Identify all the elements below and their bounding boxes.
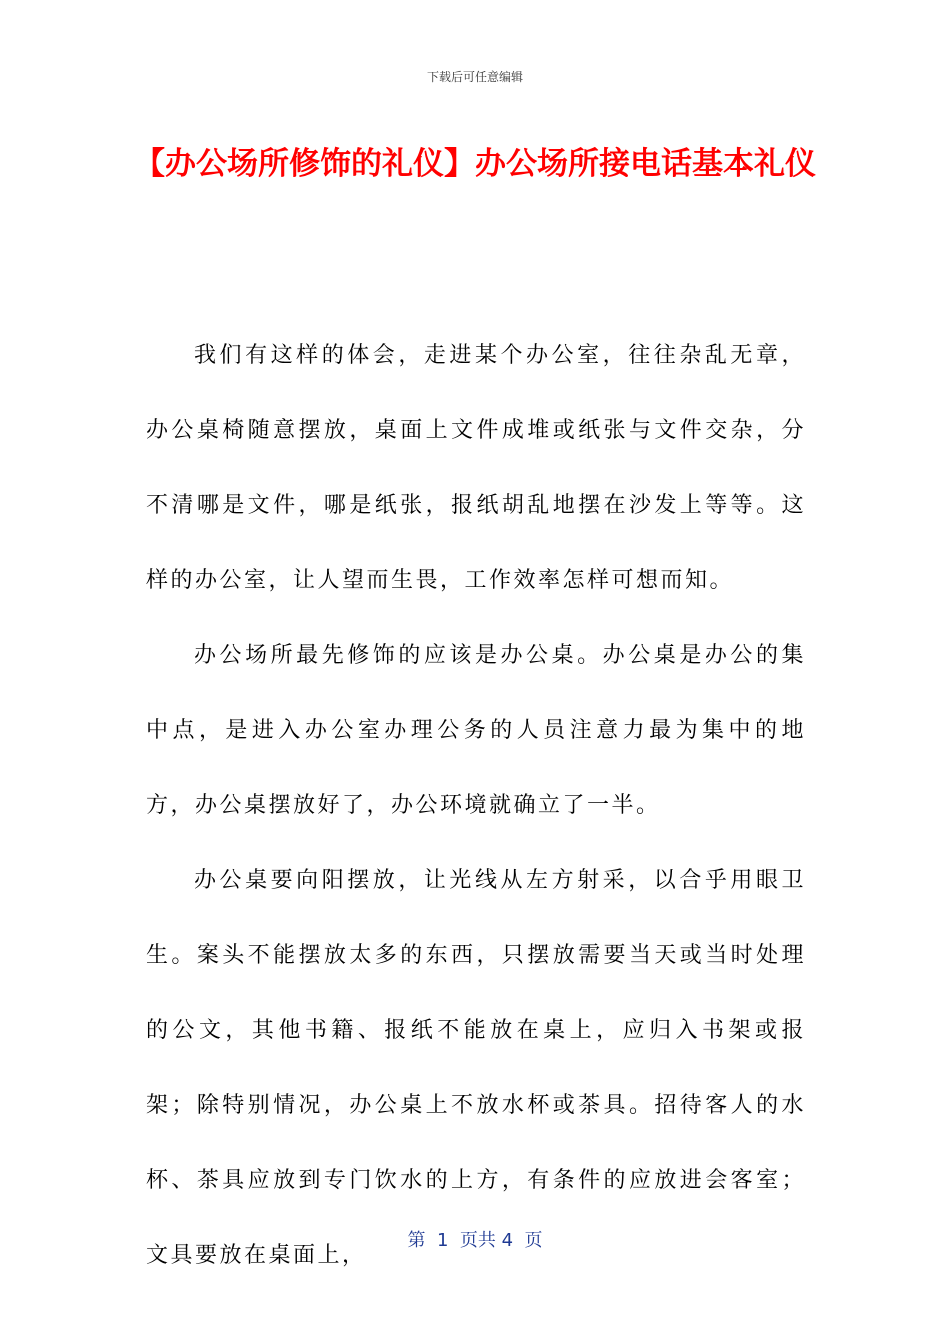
header-note: 下载后可任意编辑	[426, 70, 523, 84]
paragraph: 办公场所最先修饰的应该是办公桌。办公桌是办公的集中点，是进入办公室办理公务的人员注意力最为集中的地方，办公桌摆放好了，办公环境就确立了一半。	[146, 643, 806, 818]
page-footer: 第 1 页共 4 页	[407, 1230, 543, 1251]
document-body	[146, 318, 806, 1293]
document-title: 【办公场所修饰的礼仪】办公场所接电话基本礼仪	[134, 146, 816, 182]
paragraph: 办公桌要向阳摆放，让光线从左方射采，以合乎用眼卫生。案头不能摆放太多的东西，只摆放需要当天或当时处理的公文，其他书籍、报纸不能放在桌上，应归入书架或报架；除特别情况，办公桌上不放水杯或茶具。招待客人的水杯、茶具应放到专门饮水的上方，有条件的应放进会客室；文具要放在桌面上，	[146, 868, 806, 1268]
paragraph: 我们有这样的体会，走进某个办公室，往往杂乱无章，办公桌椅随意摆放，桌面上文件成堆或纸张与文件交杂，分不清哪是文件，哪是纸张，报纸胡乱地摆在沙发上等等。这样的办公室，让人望而生畏，工作效率怎样可想而知。	[146, 343, 806, 593]
